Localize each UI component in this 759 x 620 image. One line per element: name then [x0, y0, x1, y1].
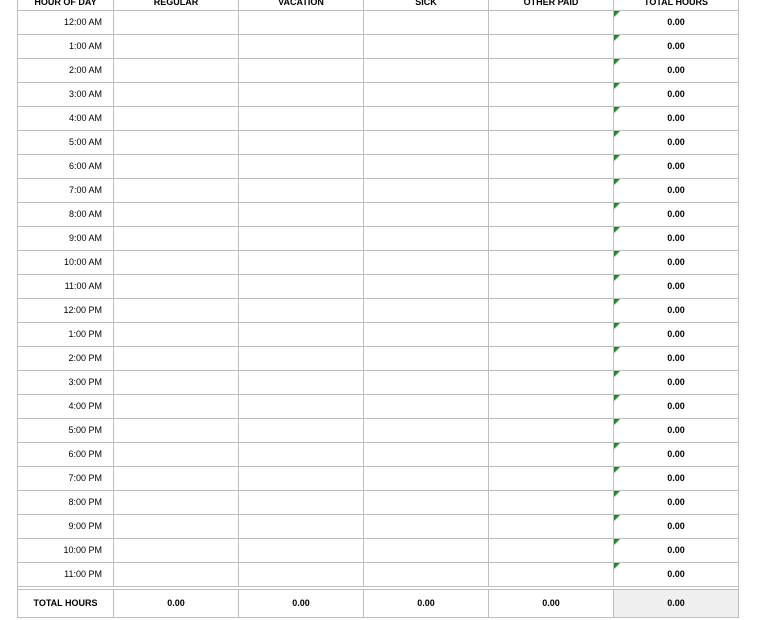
formula-indicator-icon: [614, 203, 620, 209]
regular-cell[interactable]: [114, 539, 239, 563]
total-hours-value: 0.00: [667, 497, 685, 507]
regular-cell[interactable]: [114, 515, 239, 539]
formula-indicator-icon: [614, 563, 620, 569]
formula-indicator-icon: [614, 395, 620, 401]
formula-indicator-icon: [614, 35, 620, 41]
total-hours-cell[interactable]: [614, 131, 739, 155]
regular-cell[interactable]: [114, 395, 239, 419]
other-paid-cell[interactable]: [489, 179, 614, 203]
total-hours-cell[interactable]: [614, 371, 739, 395]
regular-cell[interactable]: [114, 83, 239, 107]
total-hours-value: 0.00: [667, 89, 685, 99]
regular-cell[interactable]: [114, 179, 239, 203]
sick-cell[interactable]: [364, 131, 489, 155]
vacation-cell[interactable]: [239, 419, 364, 443]
total-hours-value: 0.00: [667, 257, 685, 267]
total-hours-cell[interactable]: [614, 323, 739, 347]
total-hours-value: 0.00: [667, 65, 685, 75]
table-row: [18, 371, 739, 395]
formula-indicator-icon: [614, 443, 620, 449]
hour-of-day-cell[interactable]: 8:00 PM: [18, 491, 114, 515]
table-row: [18, 347, 739, 371]
total-hours-cell[interactable]: [614, 347, 739, 371]
table-row: [18, 299, 739, 323]
column-header-other-paid[interactable]: OTHER PAID: [489, 0, 614, 11]
regular-cell[interactable]: [114, 323, 239, 347]
vacation-cell[interactable]: [239, 491, 364, 515]
total-hours-value: 0.00: [667, 113, 685, 123]
hour-of-day-cell[interactable]: 11:00 PM: [18, 563, 114, 587]
other-paid-cell[interactable]: [489, 203, 614, 227]
formula-indicator-icon: [614, 515, 620, 521]
regular-cell[interactable]: [114, 347, 239, 371]
regular-cell[interactable]: [114, 35, 239, 59]
table-row: [18, 539, 739, 563]
total-hours-cell[interactable]: [614, 155, 739, 179]
timesheet-grid: [17, 0, 739, 618]
regular-cell[interactable]: [114, 107, 239, 131]
sick-cell[interactable]: [364, 443, 489, 467]
total-hours-cell[interactable]: [614, 179, 739, 203]
regular-cell[interactable]: [114, 491, 239, 515]
table-row: [18, 395, 739, 419]
table-row: [18, 11, 739, 35]
total-hours-value: 0.00: [667, 401, 685, 411]
regular-cell[interactable]: [114, 419, 239, 443]
regular-cell[interactable]: [114, 131, 239, 155]
hour-of-day-cell[interactable]: 12:00 PM: [18, 299, 114, 323]
total-hours-value: 0.00: [667, 281, 685, 291]
hour-of-day-cell[interactable]: 5:00 PM: [18, 419, 114, 443]
formula-indicator-icon: [614, 11, 620, 17]
vacation-cell[interactable]: [239, 443, 364, 467]
vacation-cell[interactable]: [239, 539, 364, 563]
other-paid-cell[interactable]: [489, 59, 614, 83]
sick-cell[interactable]: [364, 179, 489, 203]
hour-of-day-cell[interactable]: 11:00 AM: [18, 275, 114, 299]
vacation-cell[interactable]: [239, 35, 364, 59]
sick-cell[interactable]: [364, 155, 489, 179]
formula-indicator-icon: [614, 275, 620, 281]
hour-of-day-cell[interactable]: 10:00 AM: [18, 251, 114, 275]
header-row: [18, 0, 739, 11]
sick-cell[interactable]: [364, 347, 489, 371]
other-paid-cell[interactable]: [489, 539, 614, 563]
total-hours-cell[interactable]: [614, 419, 739, 443]
sick-cell[interactable]: [364, 371, 489, 395]
hour-of-day-cell[interactable]: 4:00 PM: [18, 395, 114, 419]
total-hours-value: 0.00: [667, 545, 685, 555]
total-hours-cell[interactable]: [614, 443, 739, 467]
vacation-cell[interactable]: [239, 11, 364, 35]
hour-of-day-cell[interactable]: 6:00 PM: [18, 443, 114, 467]
total-hours-cell[interactable]: [614, 83, 739, 107]
vacation-cell[interactable]: [239, 275, 364, 299]
total-hours-cell[interactable]: [614, 203, 739, 227]
regular-cell[interactable]: [114, 443, 239, 467]
formula-indicator-icon: [614, 419, 620, 425]
hour-of-day-cell[interactable]: 5:00 AM: [18, 131, 114, 155]
hour-of-day-cell[interactable]: 12:00 AM: [18, 11, 114, 35]
formula-indicator-icon: [614, 179, 620, 185]
other-paid-cell[interactable]: [489, 467, 614, 491]
column-header-hour-of-day[interactable]: HOUR OF DAY: [18, 0, 114, 11]
other-paid-total-cell[interactable]: 0.00: [489, 590, 614, 618]
sick-cell[interactable]: [364, 35, 489, 59]
table-row: [18, 323, 739, 347]
other-paid-cell[interactable]: [489, 419, 614, 443]
regular-cell[interactable]: [114, 203, 239, 227]
hour-of-day-cell[interactable]: 3:00 AM: [18, 83, 114, 107]
total-hours-cell[interactable]: [614, 59, 739, 83]
total-hours-value: 0.00: [667, 521, 685, 531]
table-row: [18, 83, 739, 107]
other-paid-cell[interactable]: [489, 323, 614, 347]
table-row: [18, 107, 739, 131]
other-paid-cell[interactable]: [489, 275, 614, 299]
hour-of-day-cell[interactable]: 10:00 PM: [18, 539, 114, 563]
total-hours-cell[interactable]: [614, 491, 739, 515]
sick-cell[interactable]: [364, 491, 489, 515]
other-paid-cell[interactable]: [489, 515, 614, 539]
sick-cell[interactable]: [364, 299, 489, 323]
vacation-cell[interactable]: [239, 227, 364, 251]
hour-of-day-cell[interactable]: 3:00 PM: [18, 371, 114, 395]
vacation-cell[interactable]: [239, 467, 364, 491]
vacation-cell[interactable]: [239, 251, 364, 275]
hour-of-day-cell[interactable]: 2:00 AM: [18, 59, 114, 83]
hour-of-day-cell[interactable]: 2:00 PM: [18, 347, 114, 371]
table-row: [18, 155, 739, 179]
vacation-cell[interactable]: [239, 107, 364, 131]
total-hours-value: 0.00: [667, 161, 685, 171]
vacation-cell[interactable]: [239, 395, 364, 419]
total-hours-cell[interactable]: [614, 563, 739, 587]
sick-cell[interactable]: [364, 203, 489, 227]
sick-cell[interactable]: [364, 539, 489, 563]
total-hours-value: 0.00: [667, 569, 685, 579]
vacation-cell[interactable]: [239, 347, 364, 371]
total-hours-value: 0.00: [667, 209, 685, 219]
other-paid-cell[interactable]: [489, 347, 614, 371]
regular-cell[interactable]: [114, 227, 239, 251]
sick-cell[interactable]: [364, 11, 489, 35]
total-hours-value: 0.00: [667, 449, 685, 459]
vacation-cell[interactable]: [239, 563, 364, 587]
totals-label: TOTAL HOURS: [18, 590, 114, 618]
sick-cell[interactable]: [364, 59, 489, 83]
formula-indicator-icon: [614, 227, 620, 233]
total-hours-cell[interactable]: [614, 251, 739, 275]
formula-indicator-icon: [614, 539, 620, 545]
table-row: [18, 419, 739, 443]
column-header-vacation[interactable]: VACATION: [239, 0, 364, 11]
sick-cell[interactable]: [364, 515, 489, 539]
total-hours-cell[interactable]: [614, 539, 739, 563]
total-hours-value: 0.00: [667, 41, 685, 51]
other-paid-cell[interactable]: [489, 443, 614, 467]
hour-of-day-cell[interactable]: 8:00 AM: [18, 203, 114, 227]
sick-cell[interactable]: [364, 251, 489, 275]
formula-indicator-icon: [614, 371, 620, 377]
total-hours-cell[interactable]: [614, 275, 739, 299]
total-hours-value: 0.00: [667, 233, 685, 243]
regular-total-cell[interactable]: 0.00: [114, 590, 239, 618]
vacation-total-cell[interactable]: 0.00: [239, 590, 364, 618]
regular-cell[interactable]: [114, 299, 239, 323]
total-hours-cell[interactable]: [614, 11, 739, 35]
total-hours-value: 0.00: [667, 305, 685, 315]
table-row: [18, 275, 739, 299]
total-hours-cell[interactable]: [614, 467, 739, 491]
other-paid-cell[interactable]: [489, 35, 614, 59]
hour-of-day-cell[interactable]: 9:00 PM: [18, 515, 114, 539]
hour-of-day-cell[interactable]: 1:00 PM: [18, 323, 114, 347]
regular-cell[interactable]: [114, 371, 239, 395]
table-row: [18, 563, 739, 587]
total-hours-value: 0.00: [667, 353, 685, 363]
vacation-cell[interactable]: [239, 203, 364, 227]
other-paid-cell[interactable]: [489, 251, 614, 275]
other-paid-cell[interactable]: [489, 371, 614, 395]
sick-cell[interactable]: [364, 419, 489, 443]
total-hours-cell[interactable]: [614, 227, 739, 251]
sick-cell[interactable]: [364, 107, 489, 131]
total-hours-cell[interactable]: [614, 515, 739, 539]
table-row: [18, 443, 739, 467]
sick-cell[interactable]: [364, 227, 489, 251]
table-row: [18, 179, 739, 203]
other-paid-cell[interactable]: [489, 491, 614, 515]
hour-of-day-cell[interactable]: 7:00 AM: [18, 179, 114, 203]
table-row: [18, 203, 739, 227]
column-header-sick[interactable]: SICK: [364, 0, 489, 11]
total-hours-value: 0.00: [667, 185, 685, 195]
other-paid-cell[interactable]: [489, 107, 614, 131]
formula-indicator-icon: [614, 299, 620, 305]
vacation-cell[interactable]: [239, 299, 364, 323]
other-paid-cell[interactable]: [489, 299, 614, 323]
regular-cell[interactable]: [114, 11, 239, 35]
formula-indicator-icon: [614, 83, 620, 89]
vacation-cell[interactable]: [239, 515, 364, 539]
timesheet-body: [18, 0, 739, 618]
other-paid-cell[interactable]: [489, 155, 614, 179]
formula-indicator-icon: [614, 491, 620, 497]
vacation-cell[interactable]: [239, 323, 364, 347]
other-paid-cell[interactable]: [489, 83, 614, 107]
vacation-cell[interactable]: [239, 179, 364, 203]
sick-cell[interactable]: [364, 323, 489, 347]
total-hours-value: 0.00: [667, 473, 685, 483]
regular-cell[interactable]: [114, 251, 239, 275]
total-hours-value: 0.00: [667, 425, 685, 435]
total-hours-cell[interactable]: [614, 107, 739, 131]
total-hours-value: 0.00: [667, 137, 685, 147]
total-hours-value: 0.00: [667, 17, 685, 27]
regular-cell[interactable]: [114, 563, 239, 587]
total-hours-cell[interactable]: [614, 299, 739, 323]
formula-indicator-icon: [614, 323, 620, 329]
other-paid-cell[interactable]: [489, 131, 614, 155]
other-paid-cell[interactable]: [489, 11, 614, 35]
regular-cell[interactable]: [114, 155, 239, 179]
hour-of-day-cell[interactable]: 9:00 AM: [18, 227, 114, 251]
formula-indicator-icon: [614, 467, 620, 473]
vacation-cell[interactable]: [239, 371, 364, 395]
regular-cell[interactable]: [114, 275, 239, 299]
vacation-cell[interactable]: [239, 59, 364, 83]
table-row: [18, 35, 739, 59]
table-row: [18, 59, 739, 83]
table-row: [18, 131, 739, 155]
vacation-cell[interactable]: [239, 155, 364, 179]
total-hours-value: 0.00: [667, 377, 685, 387]
total-hours-cell[interactable]: [614, 35, 739, 59]
table-row: [18, 227, 739, 251]
sick-cell[interactable]: [364, 83, 489, 107]
other-paid-cell[interactable]: [489, 563, 614, 587]
formula-indicator-icon: [614, 251, 620, 257]
total-hours-value: 0.00: [667, 329, 685, 339]
hour-of-day-cell[interactable]: 4:00 AM: [18, 107, 114, 131]
sick-cell[interactable]: [364, 467, 489, 491]
table-row: [18, 251, 739, 275]
formula-indicator-icon: [614, 107, 620, 113]
sick-total-cell[interactable]: 0.00: [364, 590, 489, 618]
formula-indicator-icon: [614, 155, 620, 161]
grand-total-cell[interactable]: 0.00: [614, 590, 739, 618]
hour-of-day-cell[interactable]: 7:00 PM: [18, 467, 114, 491]
sick-cell[interactable]: [364, 395, 489, 419]
table-row: [18, 467, 739, 491]
column-header-regular[interactable]: REGULAR: [114, 0, 239, 11]
sick-cell[interactable]: [364, 563, 489, 587]
other-paid-cell[interactable]: [489, 395, 614, 419]
totals-row: [18, 590, 739, 618]
table-row: [18, 515, 739, 539]
other-paid-cell[interactable]: [489, 227, 614, 251]
vacation-cell[interactable]: [239, 83, 364, 107]
regular-cell[interactable]: [114, 59, 239, 83]
formula-indicator-icon: [614, 59, 620, 65]
hour-of-day-cell[interactable]: 1:00 AM: [18, 35, 114, 59]
sick-cell[interactable]: [364, 275, 489, 299]
table-row: [18, 491, 739, 515]
formula-indicator-icon: [614, 347, 620, 353]
vacation-cell[interactable]: [239, 131, 364, 155]
column-header-total-hours[interactable]: TOTAL HOURS: [614, 0, 739, 11]
formula-indicator-icon: [614, 131, 620, 137]
hour-of-day-cell[interactable]: 6:00 AM: [18, 155, 114, 179]
regular-cell[interactable]: [114, 467, 239, 491]
total-hours-cell[interactable]: [614, 395, 739, 419]
